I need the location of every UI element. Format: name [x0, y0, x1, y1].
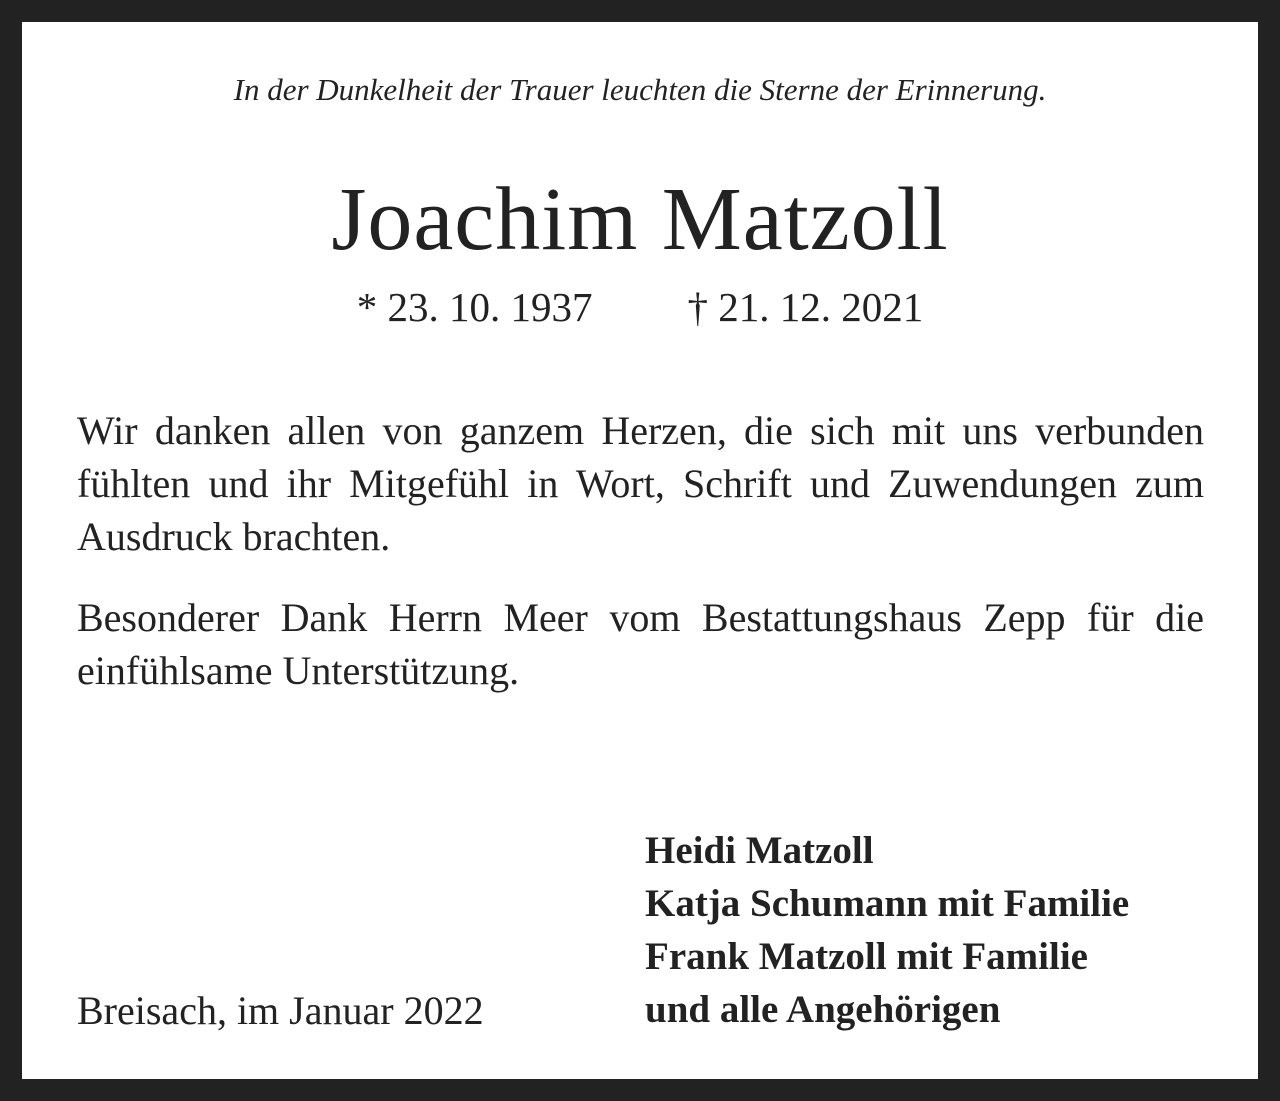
death-date: † 21. 12. 2021 — [687, 284, 924, 330]
life-dates — [0, 282, 1280, 332]
motto-line: In der Dunkelheit der Trauer leuchten die Sterne der Erinnerung. — [233, 72, 1047, 107]
deceased-name: Joachim Matzoll — [331, 170, 949, 269]
place-and-date: Breisach, im Januar 2022 — [77, 988, 484, 1033]
thanks-paragraph: Wir danken allen von ganzem Herzen, die sich mit uns verbunden fühlten und ihr Mitgefühl in Wort, Schrift und Zuwendungen zum Ausdruck brachten. — [77, 408, 1204, 559]
signers-list — [645, 824, 1129, 1036]
special-thanks-paragraph: Besonderer Dank Herrn Meer vom Bestattungshaus Zepp für die einfühlsame Unterstützung. — [77, 595, 1204, 693]
signer-item: Heidi Matzoll — [645, 829, 874, 872]
birth-date: * 23. 10. 1937 — [356, 284, 593, 330]
signer-item: Katja Schumann mit Familie — [645, 882, 1130, 925]
signer-item: und alle Angehörigen — [645, 988, 1001, 1031]
signer-item: Frank Matzoll mit Familie — [645, 935, 1088, 978]
